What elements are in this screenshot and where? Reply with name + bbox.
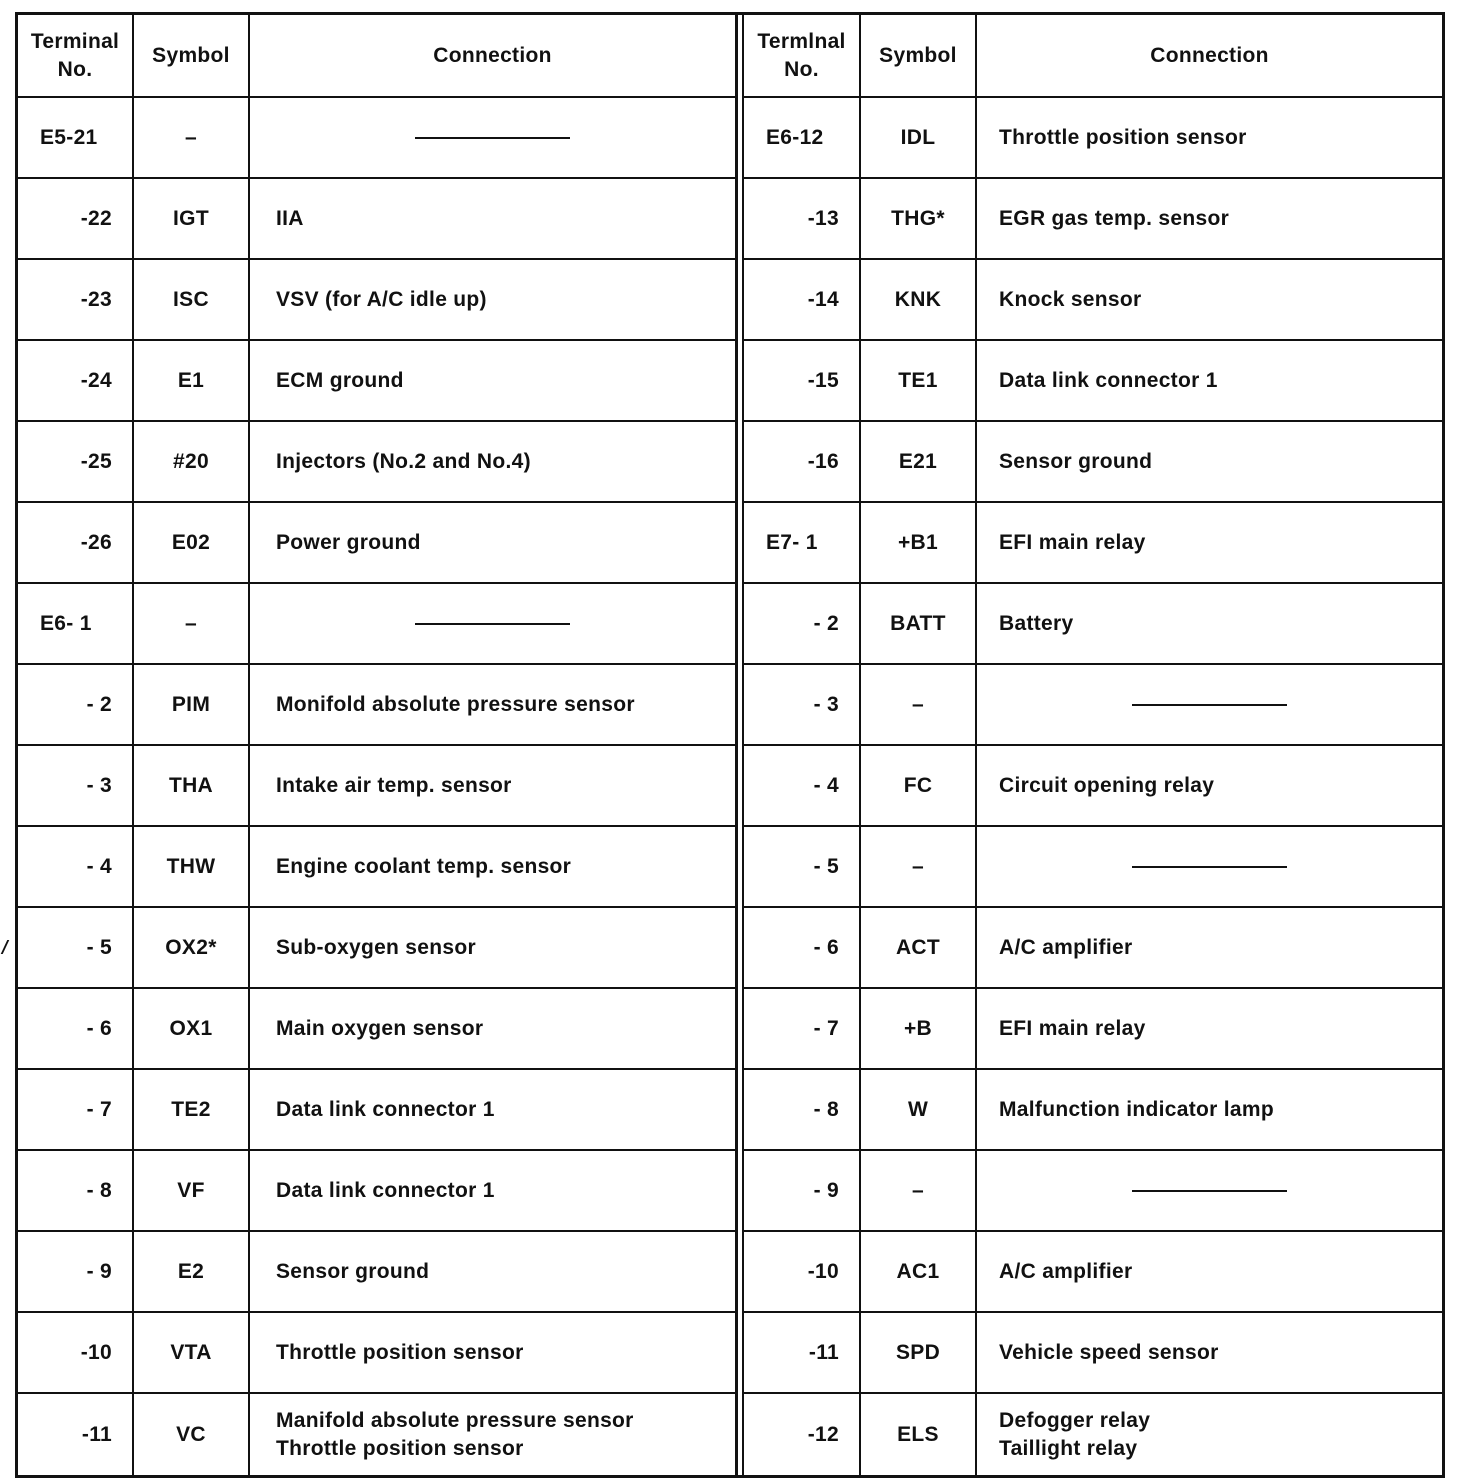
table-row — [744, 1070, 1442, 1151]
terminal-cell: -23 — [18, 260, 134, 339]
table-row — [744, 1394, 1442, 1475]
terminal-cell: - 3 — [18, 746, 134, 825]
terminal-cell: - 9 — [744, 1151, 861, 1230]
connection-cell: IIA — [276, 206, 304, 230]
table-row — [18, 827, 735, 908]
symbol-cell: VF — [134, 1151, 250, 1230]
symbol-cell: THW — [134, 827, 250, 906]
header-row — [18, 15, 735, 98]
header-terminal-line2: No. — [784, 57, 819, 81]
header-terminal-line2: No. — [57, 57, 93, 81]
terminal-cell: -10 — [18, 1313, 134, 1392]
table-row — [18, 98, 735, 179]
table-row — [744, 422, 1442, 503]
table-row — [18, 422, 735, 503]
connection-cell: VSV (for A/C idle up) — [276, 287, 487, 311]
table-row — [744, 989, 1442, 1070]
table-row — [18, 989, 735, 1070]
table-row — [18, 179, 735, 260]
connection-cell: A/C amplifier — [999, 935, 1133, 959]
symbol-cell: W — [861, 1070, 977, 1149]
table-row — [744, 908, 1442, 989]
terminal-table — [15, 12, 1445, 1478]
table-row — [744, 1151, 1442, 1232]
left-table — [18, 15, 738, 1475]
connection-cell: Data link connector 1 — [999, 368, 1218, 392]
terminal-cell: - 5 — [18, 908, 134, 987]
symbol-cell: ACT — [861, 908, 977, 987]
connection-cell — [250, 98, 735, 177]
symbol-cell: THA — [134, 746, 250, 825]
symbol-cell: – — [134, 98, 250, 177]
no-connection-line — [1132, 1190, 1287, 1192]
terminal-cell: -15 — [744, 341, 861, 420]
symbol-cell: E02 — [134, 503, 250, 582]
table-row — [18, 746, 735, 827]
connection-cell — [977, 1394, 1442, 1475]
table-row — [18, 1394, 735, 1475]
terminal-cell: -25 — [18, 422, 134, 501]
connection-line2: Taillight relay — [999, 1436, 1138, 1460]
connection-cell: Intake air temp. sensor — [276, 773, 512, 797]
table-row — [744, 1232, 1442, 1313]
connection-line1: Manifold absolute pressure sensor — [276, 1409, 634, 1433]
connection-line2: Throttle position sensor — [276, 1436, 524, 1460]
connection-cell: Knock sensor — [999, 287, 1142, 311]
header-symbol: Symbol — [134, 15, 250, 96]
terminal-cell: E7- 1 — [744, 503, 861, 582]
connection-cell: Sensor ground — [999, 449, 1153, 473]
terminal-cell: - 4 — [18, 827, 134, 906]
header-terminal — [18, 15, 134, 96]
table-row — [18, 341, 735, 422]
terminal-cell: -22 — [18, 179, 134, 258]
connection-cell: Data link connector 1 — [276, 1178, 495, 1202]
table-row — [744, 584, 1442, 665]
symbol-cell: TE1 — [861, 341, 977, 420]
terminal-cell: E6-12 — [744, 98, 861, 177]
connection-cell: Engine coolant temp. sensor — [276, 854, 572, 878]
connection-cell: ECM ground — [276, 368, 404, 392]
symbol-cell: OX1 — [134, 989, 250, 1068]
connection-cell: Power ground — [276, 530, 421, 554]
symbol-cell: PIM — [134, 665, 250, 744]
terminal-cell: -13 — [744, 179, 861, 258]
symbol-cell: KNK — [861, 260, 977, 339]
terminal-cell: -14 — [744, 260, 861, 339]
terminal-cell: E6- 1 — [18, 584, 134, 663]
terminal-cell: - 8 — [18, 1151, 134, 1230]
connection-cell: EFI main relay — [999, 1016, 1146, 1040]
connection-cell: Throttle position sensor — [999, 125, 1247, 149]
terminal-cell: -24 — [18, 341, 134, 420]
terminal-cell: - 4 — [744, 746, 861, 825]
terminal-cell: - 7 — [18, 1070, 134, 1149]
symbol-cell: – — [861, 665, 977, 744]
terminal-cell: - 2 — [744, 584, 861, 663]
table-row — [744, 1313, 1442, 1394]
header-terminal — [744, 15, 861, 96]
symbol-cell: SPD — [861, 1313, 977, 1392]
terminal-cell: - 7 — [744, 989, 861, 1068]
connection-cell: Sub-oxygen sensor — [276, 935, 476, 959]
terminal-cell: -11 — [744, 1313, 861, 1392]
symbol-cell: +B1 — [861, 503, 977, 582]
connection-cell: Throttle position sensor — [276, 1340, 524, 1364]
table-row — [18, 1151, 735, 1232]
symbol-cell: E21 — [861, 422, 977, 501]
symbol-cell: – — [861, 1151, 977, 1230]
connection-cell: Main oxygen sensor — [276, 1016, 484, 1040]
symbol-cell: OX2* — [134, 908, 250, 987]
no-connection-line — [415, 623, 570, 625]
connection-cell: Malfunction indicator lamp — [999, 1097, 1274, 1121]
connection-cell: Sensor ground — [276, 1259, 430, 1283]
connection-cell — [977, 665, 1442, 744]
symbol-cell: – — [134, 584, 250, 663]
table-row — [18, 1232, 735, 1313]
header-terminal-line1: Termlnal — [757, 30, 846, 54]
symbol-cell: VC — [134, 1394, 250, 1475]
symbol-cell: FC — [861, 746, 977, 825]
connection-cell: Vehicle speed sensor — [999, 1340, 1219, 1364]
table-row — [744, 827, 1442, 908]
header-terminal-line1: Terminal — [30, 30, 120, 54]
terminal-cell: - 6 — [18, 989, 134, 1068]
terminal-cell: - 8 — [744, 1070, 861, 1149]
connection-cell — [977, 1151, 1442, 1230]
symbol-cell: BATT — [861, 584, 977, 663]
table-row — [18, 584, 735, 665]
table-row — [744, 179, 1442, 260]
symbol-cell: +B — [861, 989, 977, 1068]
table-row — [744, 341, 1442, 422]
header-row — [744, 15, 1442, 98]
symbol-cell: TE2 — [134, 1070, 250, 1149]
terminal-cell: - 5 — [744, 827, 861, 906]
header-connection: Connection — [433, 44, 552, 68]
symbol-cell: E2 — [134, 1232, 250, 1311]
table-row — [18, 1313, 735, 1394]
table-row — [18, 503, 735, 584]
symbol-cell: THG* — [861, 179, 977, 258]
header-symbol: Symbol — [861, 15, 977, 96]
symbol-cell: IGT — [134, 179, 250, 258]
table-row — [744, 665, 1442, 746]
connection-cell: Circuit opening relay — [999, 773, 1215, 797]
terminal-cell: -12 — [744, 1394, 861, 1475]
symbol-cell: #20 — [134, 422, 250, 501]
header-connection: Connection — [1150, 44, 1269, 68]
symbol-cell: – — [861, 827, 977, 906]
table-row — [744, 98, 1442, 179]
terminal-cell: -16 — [744, 422, 861, 501]
symbol-cell: ISC — [134, 260, 250, 339]
no-connection-line — [415, 137, 570, 139]
table-row — [744, 503, 1442, 584]
table-row — [744, 260, 1442, 341]
connection-cell — [250, 1394, 735, 1475]
symbol-cell: IDL — [861, 98, 977, 177]
table-row — [18, 665, 735, 746]
terminal-cell: -11 — [18, 1394, 134, 1475]
terminal-cell: -10 — [744, 1232, 861, 1311]
terminal-cell: E5-21 — [18, 98, 134, 177]
right-table — [742, 15, 1442, 1475]
table-row — [18, 260, 735, 341]
connection-cell — [977, 827, 1442, 906]
table-row — [744, 746, 1442, 827]
symbol-cell: ELS — [861, 1394, 977, 1475]
connection-cell: EFI main relay — [999, 530, 1146, 554]
connection-cell: Monifold absolute pressure sensor — [276, 692, 635, 716]
connection-cell: Injectors (No.2 and No.4) — [276, 449, 531, 473]
symbol-cell: AC1 — [861, 1232, 977, 1311]
table-row — [18, 1070, 735, 1151]
terminal-cell: -26 — [18, 503, 134, 582]
connection-cell: EGR gas temp. sensor — [999, 206, 1230, 230]
no-connection-line — [1132, 866, 1287, 868]
table-row — [18, 908, 735, 989]
symbol-cell: E1 — [134, 341, 250, 420]
connection-line1: Defogger relay — [999, 1409, 1151, 1433]
connection-cell: A/C amplifier — [999, 1259, 1133, 1283]
terminal-cell: - 9 — [18, 1232, 134, 1311]
connection-cell: Data link connector 1 — [276, 1097, 495, 1121]
connection-cell: Battery — [999, 611, 1074, 635]
connection-cell — [250, 584, 735, 663]
no-connection-line — [1132, 704, 1287, 706]
terminal-cell: - 3 — [744, 665, 861, 744]
symbol-cell: VTA — [134, 1313, 250, 1392]
terminal-cell: - 6 — [744, 908, 861, 987]
terminal-cell: - 2 — [18, 665, 134, 744]
